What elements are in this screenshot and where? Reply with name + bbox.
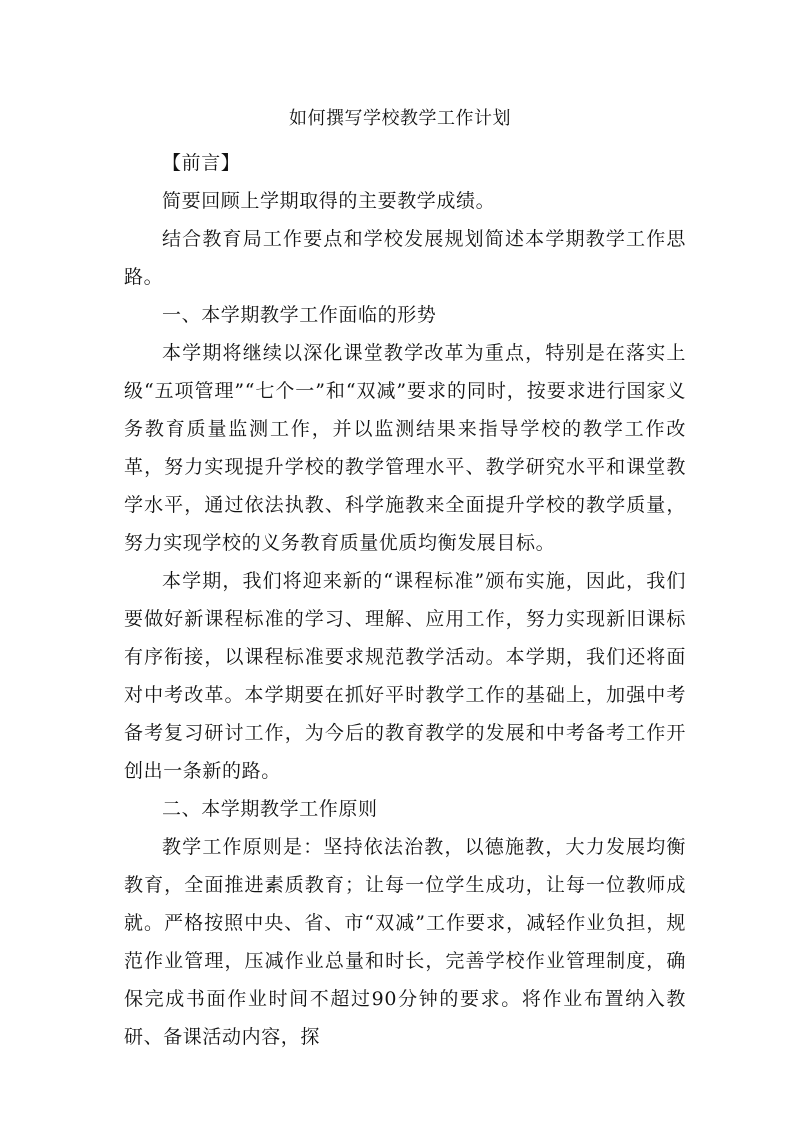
- document-title: 如何撰写学校教学工作计划: [289, 108, 511, 129]
- paragraph: 简要回顾上学期取得的主要教学成绩。: [162, 190, 496, 212]
- paragraph: 本学期将继续以深化课堂教学改革为重点，特别是在落实上级“五项管理”“七个一”和“双减”要求的同时，按要求进行国家义务教育质量监测工作，并以监测结果来指导学校的教学工作改革，努力实现提升学校的教学管理水平、教学研究水平和课堂教学水平，通过依法执教、科学施教来全面提升学校的教学质量，努力实现学校的义务教育质量优质均衡发展目标。: [124, 342, 686, 554]
- section-heading-2: 二、本学期教学工作原则: [162, 798, 378, 820]
- section-heading-1: 一、本学期教学工作面临的形势: [162, 304, 437, 326]
- paragraph: 结合教育局工作要点和学校发展规划简述本学期教学工作思路。: [124, 228, 686, 288]
- paragraph: 本学期，我们将迎来新的“课程标准”颁布实施，因此，我们要做好新课程标准的学习、理解、应用工作，努力实现新旧课标有序衔接，以课程标准要求规范教学活动。本学期，我们还将面对中考改革。本学期要在抓好平时教学工作的基础上，加强中考备考复习研讨工作，为今后的教育教学的发展和中考备考工作开创出一条新的路。: [124, 570, 686, 782]
- paragraph-preface-heading: 【前言】: [162, 152, 241, 174]
- paragraph: 教学工作原则是：坚持依法治教，以德施教，大力发展均衡教育，全面推进素质教育；让每一位学生成功，让每一位教师成就。严格按照中央、省、市“双减”工作要求，减轻作业负担，规范作业管理，压减作业总量和时长，完善学校作业管理制度，确保完成书面作业时间不超过90分钟的要求。将作业布置纳入教研、备课活动内容，探: [124, 836, 686, 1048]
- document-body: [124, 144, 686, 1056]
